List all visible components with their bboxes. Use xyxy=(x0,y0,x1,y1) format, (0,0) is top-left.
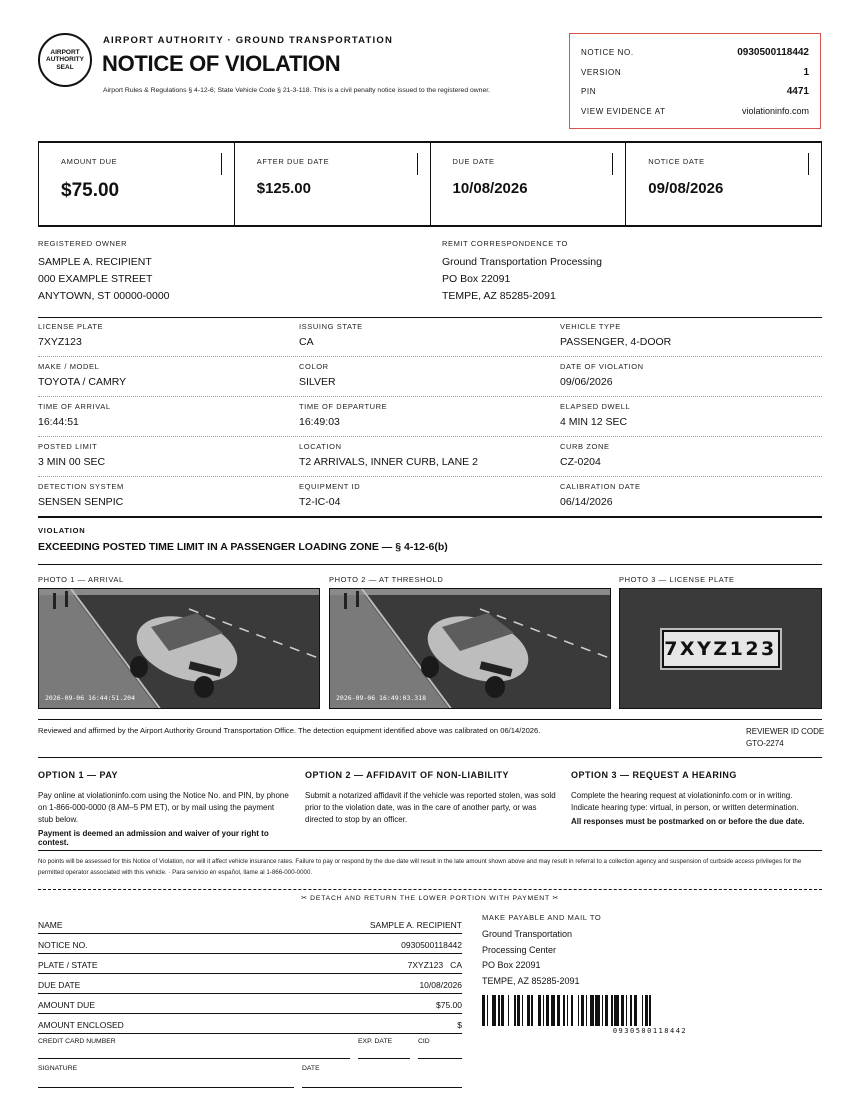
violation-text: EXCEEDING POSTED TIME LIMIT IN A PASSENGER LOADING ZONE — § 4-12-6(b) xyxy=(38,541,448,553)
remit-name: Ground Transportation Processing xyxy=(442,256,602,268)
issuing-state-value: CA xyxy=(299,336,314,348)
arrival-time-value: 16:44:51 xyxy=(38,416,79,428)
violation-date-label: DATE OF VIOLATION xyxy=(560,362,644,371)
photo3-label: PHOTO 3 — LICENSE PLATE xyxy=(619,575,735,584)
version-row xyxy=(581,63,809,83)
mail-line-3: PO Box 22091 xyxy=(482,960,541,970)
detection-system-label: DETECTION SYSTEM xyxy=(38,482,124,491)
rules-citation: Airport Rules & Regulations § 4-12-6; State Vehicle Code § 21-3-118. This is a civil penalty notice issued to the registered owner. xyxy=(103,87,491,94)
evidence-label: VIEW EVIDENCE AT xyxy=(581,106,666,116)
notice-info-box xyxy=(569,33,821,129)
color-value: SILVER xyxy=(299,376,336,388)
option-hearing-title: OPTION 3 — REQUEST A HEARING xyxy=(571,770,737,780)
signature-field[interactable] xyxy=(38,1072,294,1088)
location-label: LOCATION xyxy=(299,442,342,451)
photo-license-plate[interactable] xyxy=(619,588,822,709)
mail-line-4: TEMPE, AZ 85285-2091 xyxy=(482,975,580,986)
remit-city: TEMPE, AZ 85285-2091 xyxy=(442,290,556,302)
stub-date-label: DATE xyxy=(302,1065,320,1072)
after-due-cell xyxy=(235,143,431,225)
reviewer-block xyxy=(746,726,824,750)
after-due-label: AFTER DUE DATE xyxy=(256,157,330,166)
vehicle-type-label: VEHICLE TYPE xyxy=(560,322,621,331)
photo2-label: PHOTO 2 — AT THRESHOLD xyxy=(329,575,444,584)
amount-due-label: AMOUNT DUE xyxy=(61,157,118,166)
owner-address xyxy=(38,254,170,305)
evidence-link[interactable]: violationinfo.com xyxy=(741,106,809,117)
violation-date-value: 09/06/2026 xyxy=(560,376,613,388)
posted-limit-value: 3 MIN 00 SEC xyxy=(38,456,106,468)
amount-summary xyxy=(38,141,822,227)
violation-label: VIOLATION xyxy=(38,526,86,535)
cid-field[interactable] xyxy=(418,1045,462,1059)
mail-to-address xyxy=(482,927,580,989)
option-pay-warning: Payment is deemed an admission and waiver of your right to contest. xyxy=(38,829,269,847)
car-photo-threshold xyxy=(330,589,611,709)
cc-number-field[interactable] xyxy=(38,1045,350,1059)
photo-arrival[interactable] xyxy=(38,588,320,709)
stub-name-value: SAMPLE A. RECIPIENT xyxy=(369,920,462,930)
detail-row xyxy=(38,322,822,348)
notice-date-value: 09/08/2026 xyxy=(648,180,724,197)
stub-notice-label: NOTICE NO. xyxy=(38,940,88,950)
reviewer-label: REVIEWER ID CODE xyxy=(746,727,825,736)
elapsed-dwell-value: 4 MIN 12 SEC xyxy=(560,416,628,428)
signature-label: SIGNATURE xyxy=(38,1065,78,1072)
option-affidavit xyxy=(305,770,557,826)
reviewer-id: GTO-2274 xyxy=(746,739,784,748)
equipment-id-value: T2-IC-04 xyxy=(299,496,341,508)
cid-label: CID xyxy=(418,1038,430,1045)
calibration-date-value: 06/14/2026 xyxy=(560,496,613,508)
stub-plate-label: PLATE / STATE xyxy=(38,960,98,970)
elapsed-dwell-label: ELAPSED DWELL xyxy=(560,402,631,411)
photo-threshold[interactable] xyxy=(329,588,611,709)
option-hearing-body: Complete the hearing request at violationinfo.com or in writing. Indicate hearing type: virtual, in person, or written determination. xyxy=(571,791,799,812)
option-hearing-warning: All responses must be postmarked on or before the due date. xyxy=(571,817,805,826)
seal-text: AIRPORT AUTHORITY SEAL xyxy=(46,48,84,71)
departure-time-label: TIME OF DEPARTURE xyxy=(299,402,388,411)
option-pay-title: OPTION 1 — PAY xyxy=(38,770,119,780)
stub-notice-row xyxy=(38,934,462,954)
stub-name-row xyxy=(38,914,462,934)
detail-row xyxy=(38,442,822,468)
pin-label: PIN xyxy=(581,87,597,97)
license-plate-label: LICENSE PLATE xyxy=(38,322,104,331)
stub-amount-label: AMOUNT DUE xyxy=(38,1000,95,1010)
amount-due-value: $75.00 xyxy=(61,180,120,201)
barcode xyxy=(482,995,818,1026)
license-plate-closeup: 7XYZ123 xyxy=(662,630,780,668)
authority-seal xyxy=(38,33,92,87)
photo2-timestamp: 2026-09-06 16:49:03.318 xyxy=(336,694,427,702)
stub-name-label: NAME xyxy=(38,920,63,930)
notice-date-label: NOTICE DATE xyxy=(648,157,705,166)
stub-amount-row xyxy=(38,994,462,1014)
posted-limit-label: POSTED LIMIT xyxy=(38,442,98,451)
make-model-value: TOYOTA / CAMRY xyxy=(38,376,127,388)
exp-date-field[interactable] xyxy=(358,1045,410,1059)
vehicle-type-value: PASSENGER, 4-DOOR xyxy=(560,336,672,348)
notice-number-label: NOTICE NO. xyxy=(581,48,634,58)
owner-city: ANYTOWN, ST 00000-0000 xyxy=(38,290,170,302)
due-date-label: DUE DATE xyxy=(452,157,495,166)
stub-due-row xyxy=(38,974,462,994)
cc-label: CREDIT CARD NUMBER xyxy=(38,1038,116,1045)
amount-due-cell xyxy=(39,143,235,225)
pin-value: 4471 xyxy=(786,86,809,98)
option-hearing xyxy=(571,770,822,826)
curb-zone-value: CZ-0204 xyxy=(560,456,601,468)
option-affidavit-title: OPTION 2 — AFFIDAVIT OF NON-LIABILITY xyxy=(305,770,509,780)
version-label: VERSION xyxy=(581,67,622,77)
photo1-timestamp: 2026-09-06 16:44:51.204 xyxy=(45,694,136,702)
photo1-label: PHOTO 1 — ARRIVAL xyxy=(38,575,124,584)
stub-amount-value: $75.00 xyxy=(436,1000,462,1010)
owner-name: SAMPLE A. RECIPIENT xyxy=(38,256,152,268)
remit-pobox: PO Box 22091 xyxy=(442,273,511,285)
car-photo-arrival xyxy=(39,589,320,709)
stub-plate-value: 7XYZ123 CA xyxy=(407,960,462,970)
color-label: COLOR xyxy=(299,362,329,371)
notice-date-cell xyxy=(626,143,821,225)
issuing-state-label: ISSUING STATE xyxy=(299,322,363,331)
barcode-bar xyxy=(651,995,654,1026)
calibration-date-label: CALIBRATION DATE xyxy=(560,482,641,491)
make-model-label: MAKE / MODEL xyxy=(38,362,100,371)
detach-instruction: ✂ DETACH AND RETURN THE LOWER PORTION WITH PAYMENT ✂ xyxy=(300,895,560,902)
pin-row xyxy=(581,82,809,102)
mail-to-label: MAKE PAYABLE AND MAIL TO xyxy=(482,913,602,922)
remit-label: REMIT CORRESPONDENCE TO xyxy=(442,239,568,248)
curb-zone-label: CURB ZONE xyxy=(560,442,610,451)
page-title: NOTICE OF VIOLATION xyxy=(102,51,341,76)
owner-street: 000 EXAMPLE STREET xyxy=(38,273,153,285)
stub-enclosed-row[interactable] xyxy=(38,1014,462,1034)
owner-label: REGISTERED OWNER xyxy=(38,239,128,248)
evidence-row xyxy=(581,102,809,122)
due-date-cell xyxy=(431,143,627,225)
detail-row xyxy=(38,482,822,508)
exp-label: EXP. DATE xyxy=(358,1038,393,1045)
affirmation-text: Reviewed and affirmed by the Airport Authority Ground Transportation Office. The detection equipment identified above was calibrated on 06/14/2026. xyxy=(38,726,541,735)
mail-line-2: Processing Center xyxy=(482,944,557,955)
location-value: T2 ARRIVALS, INNER CURB, LANE 2 xyxy=(299,456,478,468)
equipment-id-label: EQUIPMENT ID xyxy=(299,482,361,491)
option-affidavit-body: Submit a notarized affidavit if the vehicle was reported stolen, was sold prior to the violation date, was in the care of another party, or was directed to stop by an officer. xyxy=(305,791,556,824)
detail-row xyxy=(38,362,822,388)
stub-notice-value: 0930500118442 xyxy=(401,940,462,950)
option-pay-body: Pay online at violationinfo.com using the Notice No. and PIN, by phone on 1-866-000-0000 (8 AM–5 PM ET), or by mail using the payment stub below. xyxy=(38,791,289,824)
remit-address xyxy=(442,254,602,305)
arrival-time-label: TIME OF ARRIVAL xyxy=(38,402,111,411)
stub-plate-row xyxy=(38,954,462,974)
notice-number-value: 0930500118442 xyxy=(737,47,809,59)
detection-system-value: SENSEN SENPIC xyxy=(38,496,124,508)
stub-enclosed-label: AMOUNT ENCLOSED xyxy=(38,1020,124,1030)
disclaimer: No points will be assessed for this Notice of Violation, nor will it affect vehicle insurance rates. Failure to pay or respond by the due date will result in the late amount shown above and may result in referral to a collection agency and suspension of curbside access privileges for the permitted operator associated with this vehicle. · Para servicio en español, llame al 1-866-000-0000. xyxy=(38,858,802,876)
due-date-value: 10/08/2026 xyxy=(452,180,528,197)
after-due-value: $125.00 xyxy=(256,180,311,197)
barcode-number: 0930500118442 xyxy=(612,1027,688,1035)
stub-due-label: DUE DATE xyxy=(38,980,81,990)
stub-date-field[interactable] xyxy=(302,1072,462,1088)
mail-line-1: Ground Transportation xyxy=(482,929,573,939)
authority-name: AIRPORT AUTHORITY · GROUND TRANSPORTATION xyxy=(103,35,394,46)
license-plate-value: 7XYZ123 xyxy=(38,336,82,348)
departure-time-value: 16:49:03 xyxy=(299,416,340,428)
stub-due-value: 10/08/2026 xyxy=(419,980,462,990)
option-pay xyxy=(38,770,290,847)
version-value: 1 xyxy=(803,66,809,78)
detail-row xyxy=(38,402,822,428)
notice-number-row xyxy=(581,43,809,63)
stub-enclosed-value[interactable]: $ xyxy=(457,1020,462,1030)
